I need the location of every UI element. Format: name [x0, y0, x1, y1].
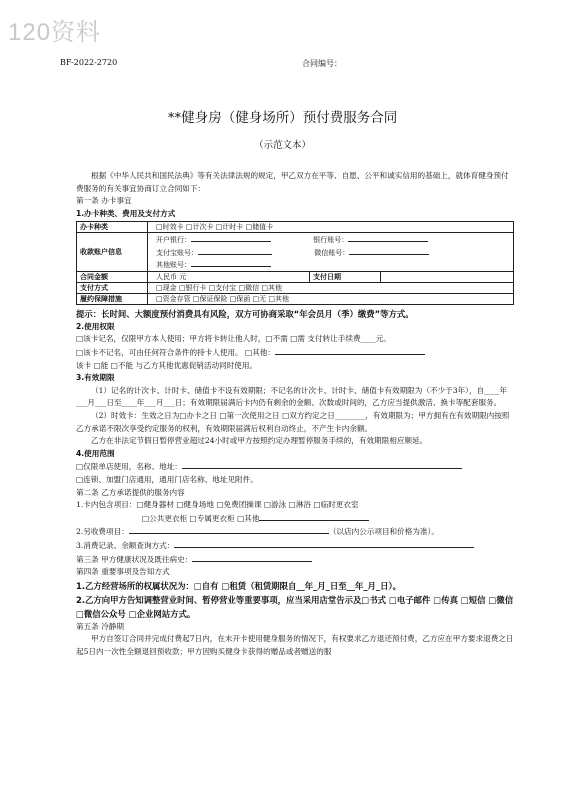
payment-method-label: 支付方式 — [77, 282, 148, 293]
card-type-label: 办卡种类 — [77, 222, 148, 233]
document-body — [76, 170, 514, 659]
wechat-field[interactable] — [349, 246, 429, 255]
bank-account-label: 银行账号： — [313, 236, 349, 245]
balance-query-line — [76, 539, 514, 553]
bank-account-field[interactable] — [348, 233, 428, 242]
extra-fee-line — [76, 525, 514, 539]
contract-amount-label: 合同金额 — [77, 271, 148, 282]
usage-line-1: □该卡记名，仅限甲方本人使用；甲方将卡转让他人时，□不需 □需 支付转让手续费____元。 — [76, 334, 391, 344]
payment-date-value[interactable] — [381, 271, 514, 282]
alipay-label: 支付宝账号： — [156, 248, 198, 257]
other-account-field[interactable] — [191, 258, 271, 267]
table-row — [77, 222, 514, 233]
notice-method-line: 2.乙方向甲方告知调整营业时间、暂停营业等重要事项，应当采用店堂告示及□书式 □电子邮件 □传真 □短信 □微信 □微信公众号 □企业网站方式。 — [76, 594, 514, 619]
guarantee-options[interactable]: □资金存管 □保证保险 □保函 □无 □其他 — [148, 293, 514, 304]
section-4-heading: 4.使用范围 — [76, 448, 115, 458]
other-account-label: 其他账号： — [156, 261, 191, 270]
items-line-1: 1.卡内包含项目：□健身器材 □健身场地 □免费团操课 □游泳 □淋浴 □临时更衣室 — [76, 500, 359, 510]
account-info-fields — [148, 233, 514, 272]
extra-fee-field[interactable] — [129, 525, 329, 534]
usage-line-2 — [76, 346, 514, 360]
article-5-heading: 第五条 冷静期 — [76, 621, 124, 631]
table-row — [77, 293, 514, 304]
usage-other-field[interactable] — [275, 346, 425, 355]
article-3-text: 第三条 甲方健康状况及既往病史： — [76, 554, 193, 564]
items-other-field[interactable] — [259, 512, 369, 521]
table-row — [77, 233, 514, 272]
article-2-heading: 第二条 乙方承诺提供的服务内容 — [76, 487, 185, 497]
article-4-heading: 第四条 重要事项及告知方式 — [76, 567, 170, 577]
scope-line-1-text: □仅限单店使用，名称、地址： — [76, 462, 182, 472]
article-3-heading — [76, 553, 514, 567]
alipay-field[interactable] — [198, 246, 272, 255]
usage-line-2-text: □该卡不记名，可由任何符合条件的持卡人使用。 □其他： — [76, 348, 276, 358]
intro-paragraph: 根据《中华人民共和国民法典》等有关法律法规的规定，甲乙双方在平等、自愿、公平和诚实信用的基础上，就体育健身预付费服务的有关事宜协商订立合同如下： — [76, 171, 509, 193]
risk-hint: 提示：长时间、大额度预付消费具有风险，双方可协商采取“年会员月（季）缴费”等方式。 — [76, 308, 414, 319]
premises-line: 1.乙方经营场所的权属状况为：□自有 □租赁（租赁期限自__年_月_日至__年_月_日）。 — [76, 580, 402, 591]
table-row — [77, 282, 514, 293]
store-address-field[interactable] — [182, 460, 462, 469]
validity-para-3: 乙方在非法定节假日暂停营业超过24小时或甲方按照约定办理暂停服务手续的，有效期限相应顺延。 — [91, 436, 428, 446]
watermark: 120资料 — [8, 19, 102, 46]
scope-line-1 — [76, 460, 514, 474]
card-info-table — [76, 221, 514, 305]
usage-line-3: 该卡 □能 □不能 与乙方其他优惠促销活动同时使用。 — [76, 360, 258, 370]
extra-fee-note: （以店内公示项目和价格为准）。 — [328, 527, 439, 537]
items-line-2 — [76, 512, 514, 526]
guarantee-label: 履约保障措施 — [77, 293, 148, 304]
validity-para-2: （2）时效卡：生效之日为□办卡之日 □第一次使用之日 □双方约定之日________，有效期限为；甲方拥有在有效期限内按照乙方承诺不限次享受约定服务的权利，有效期限届满后权利自动终止，不产生卡内余额。 — [76, 411, 510, 433]
card-type-options[interactable]: □时效卡 □计次卡 □计时卡 □储值卡 — [148, 222, 514, 233]
account-info-label: 收款账户信息 — [77, 233, 148, 272]
wechat-label: 微信账号： — [314, 248, 350, 257]
health-history-field[interactable] — [192, 553, 312, 562]
contract-number-label: 合同编号： — [302, 59, 342, 68]
contract-amount-value[interactable]: 人民币 元 — [148, 271, 310, 282]
bank-field[interactable] — [191, 233, 271, 242]
cooling-off-paragraph: 甲方自签订合同并完成付费起7日内，在未开卡使用健身服务的情况下，有权要求乙方退还预付费，乙方应在甲方要求退费之日起5日内一次性全额退回预收款；甲方因购买健身卡获得的赠品或者赠送的服 — [76, 634, 514, 656]
payment-date-label: 支付日期 — [310, 271, 381, 282]
document-title: **健身房（健身场所）预付费服务合同 — [167, 110, 398, 126]
payment-method-options[interactable]: □现金 □银行卡 □支付宝 □微信 □其他 — [148, 282, 514, 293]
article-1-heading: 第一条 办卡事宜 — [76, 196, 132, 206]
balance-query-label: 3.消费记录、余额查询方式： — [76, 540, 175, 550]
extra-fee-label: 2.另收费项目： — [76, 527, 129, 537]
balance-query-field[interactable] — [174, 539, 474, 548]
document-header — [60, 58, 505, 67]
section-2-heading: 2.使用权限 — [76, 321, 115, 331]
validity-para-1: （1）记名的计次卡、计时卡、储值卡不设有效期限；不记名的计次卡、计时卡、储值卡有效期限为（不少于3年），自____年___月___日至____年___月___日；有效期限届满后卡内仍有剩余的金额、次数或时间的，乙方应当提供激活、换卡等配套服务。 — [76, 385, 507, 408]
document-code: BF-2022-2720 — [60, 58, 118, 67]
items-line-2-text: □公共更衣柜 □专属更衣柜 □其他 — [142, 513, 260, 523]
bank-label: 开户银行： — [156, 236, 191, 245]
scope-line-2: □连锁、加盟门店通用，通用门店名称、地址见附件。 — [76, 475, 258, 484]
section-3-heading: 3.有效期限 — [76, 373, 115, 383]
document-subtitle: （示范文本） — [253, 140, 311, 151]
section-1-1-heading: 1.办卡种类、费用及支付方式 — [76, 208, 176, 218]
table-row — [77, 271, 514, 282]
